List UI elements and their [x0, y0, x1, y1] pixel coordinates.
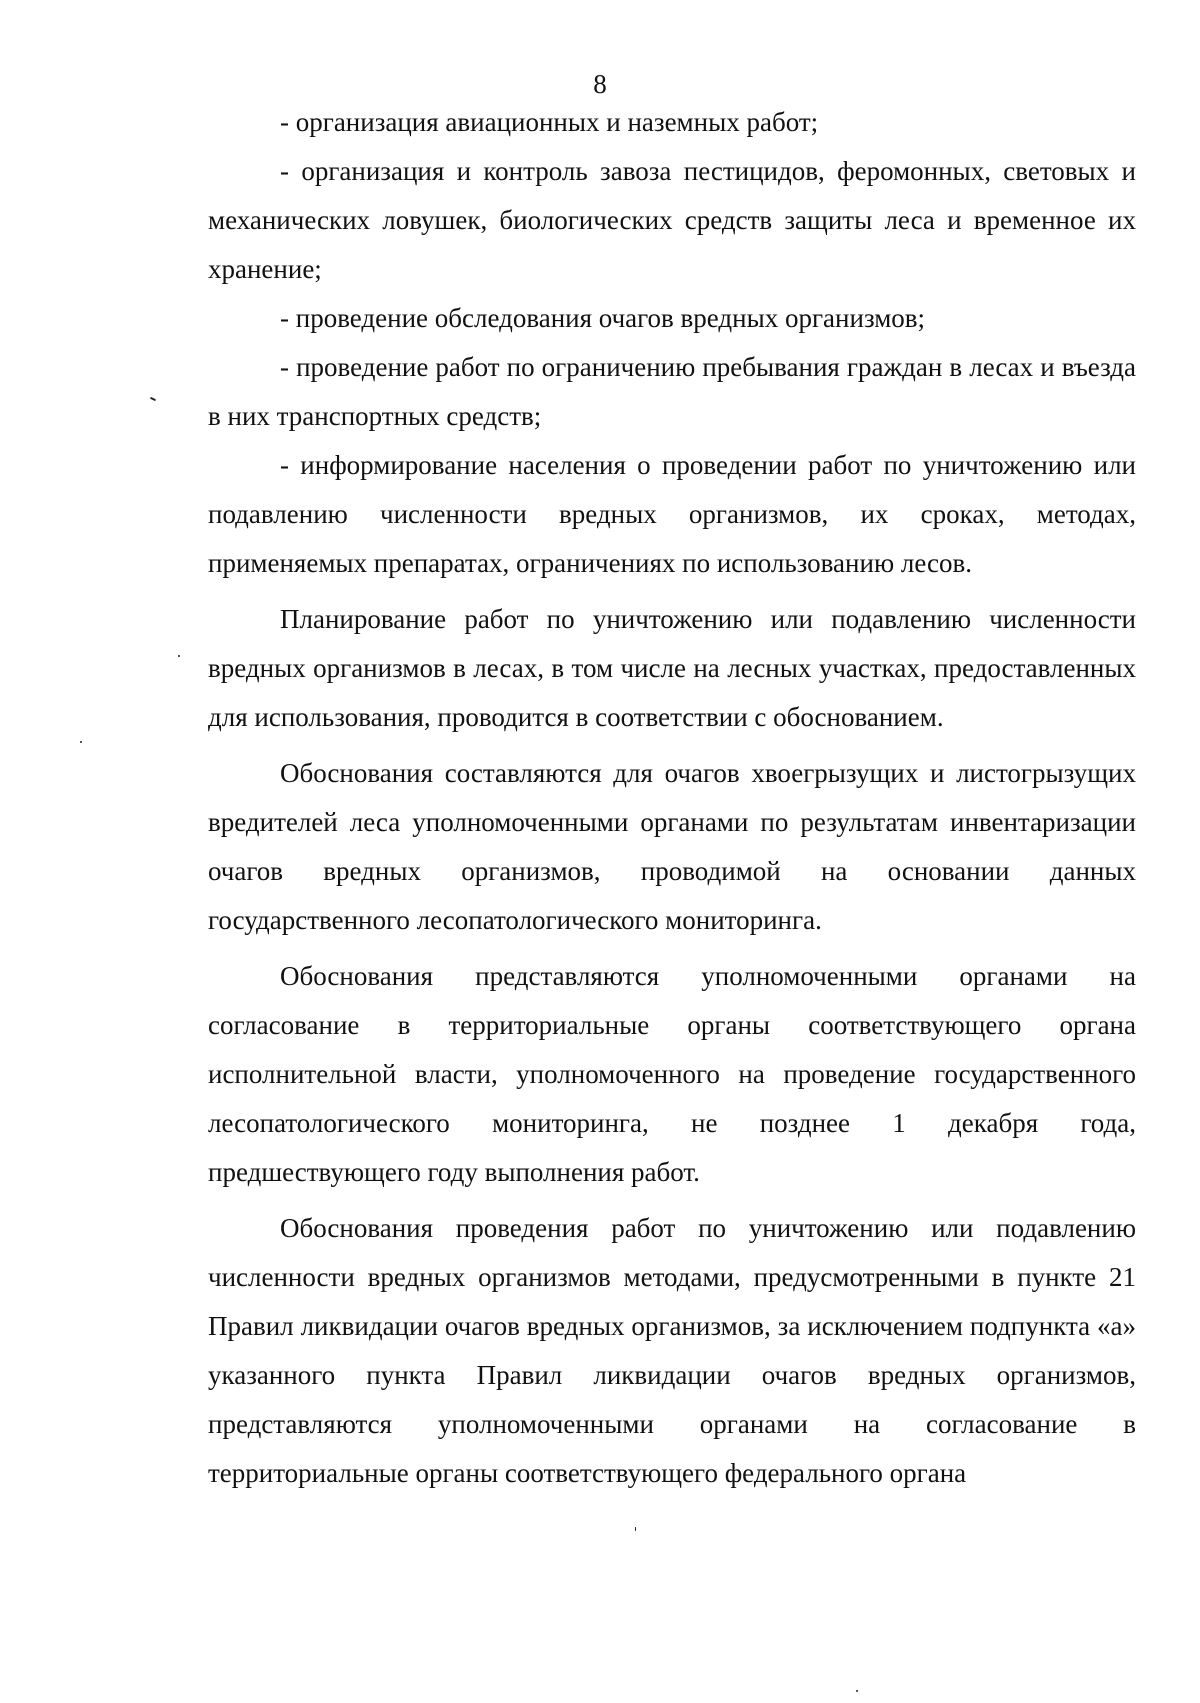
paragraph-5: - информирование населения о проведении работ по уничтожению или подавлению численности вредных организмов, их сроках, методах, применяемых препаратах, ограничениях по использованию лесов. — [208, 450, 1136, 578]
scan-speck — [80, 741, 82, 743]
scan-speck — [178, 655, 180, 657]
paragraph-1: - организация авиационных и наземных работ; — [280, 107, 819, 137]
page-number: 8 — [593, 69, 607, 99]
paragraph-3: - проведение обследования очагов вредных организмов; — [280, 303, 926, 333]
document-body — [208, 98, 1136, 1498]
scan-speck — [150, 397, 156, 401]
paragraph-7: Обоснования составляются для очагов хвоегрызущих и листогрызущих вредителей леса уполномоченными органами по результатам инвентаризации очагов вредных организмов, проводимой на основании данных государственного лесопатологического мониторинга. — [208, 758, 1136, 935]
paragraph-2: - организация и контроль завоза пестицидов, феромонных, световых и механических ловушек, биологических средств защиты леса и временное их хранение; — [208, 156, 1136, 284]
paragraph-4: - проведение работ по ограничению пребывания граждан в лесах и въезда в них транспортных средств; — [208, 352, 1136, 431]
paragraph-8: Обоснования представляются уполномоченными органами на согласование в территориальные органы соответствующего органа исполнительной власти, уполномоченного на проведение государственного лесопатологического мониторинга, не позднее 1 декабря года, предшествующего году выполнения работ. — [208, 961, 1136, 1187]
scan-speck — [856, 1690, 858, 1692]
paragraph-9: Обоснования проведения работ по уничтожению или подавлению численности вредных организмов методами, предусмотренными в пункте 21 Правил ликвидации очагов вредных организмов, за исключением подпункта «а» указанного пункта Правил ликвидации очагов вредных организмов, представляются уполномоченными органами на согласование в территориальные органы соответствующего федерального органа — [208, 1213, 1136, 1488]
paragraph-6: Планирование работ по уничтожению или подавлению численности вредных организмов в лесах, в том числе на лесных участках, предоставленных для использования, проводится в соответствии с обоснованием. — [208, 604, 1136, 732]
scan-speck — [635, 1527, 636, 1531]
